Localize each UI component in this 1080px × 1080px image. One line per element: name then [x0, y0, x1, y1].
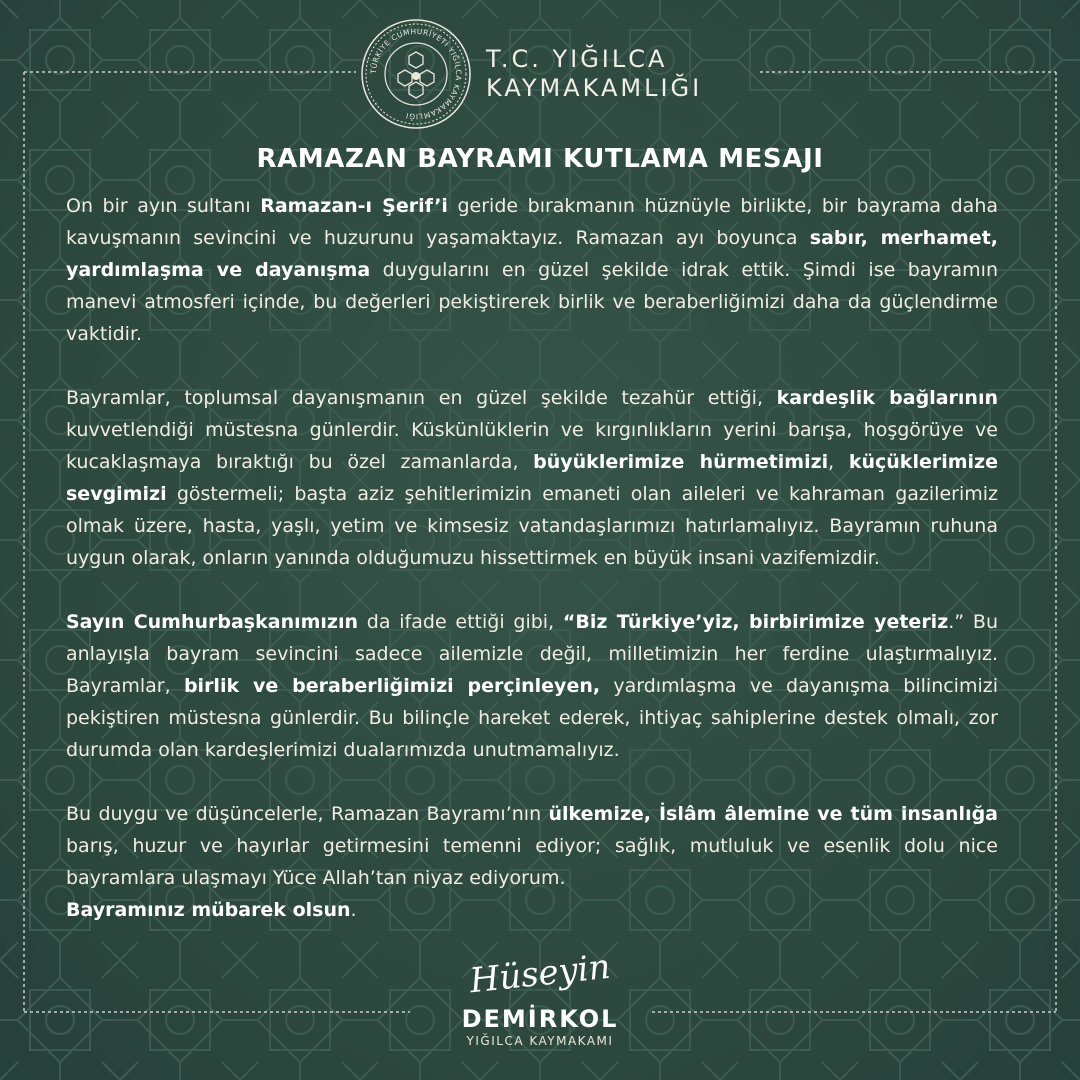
emphasized-text: küçüklerimize sevgimizi: [66, 451, 998, 505]
emphasized-text: Ramazan-ı Şerif’i: [260, 195, 448, 217]
emphasized-text: ülkemize, İslâm âlemine ve tüm insanlığa: [548, 803, 998, 825]
text-run: .: [350, 899, 357, 921]
emphasized-text: Sayın Cumhurbaşkanımızın: [66, 611, 359, 633]
signatory-surname: DEMİRKOL: [461, 1005, 619, 1033]
text-run: Bayramlar, toplumsal dayanışmanın en güzel şekilde tezahür ettiği,: [66, 387, 777, 409]
message-body: [66, 190, 998, 926]
district-governorship-seal-icon: [360, 18, 472, 130]
message-paragraph: [66, 190, 998, 350]
message-title: RAMAZAN BAYRAMI KUTLAMA MESAJI: [256, 144, 824, 174]
emphasized-text: Bayramınız mübarek olsun: [66, 899, 351, 921]
text-run: barış, huzur ve hayırlar getirmesini temenni ediyor; sağlık, mutluluk ve esenlik dolu nice bayramlara ulaşmayı Yüce Allah’tan niyaz ediyorum.: [66, 835, 998, 889]
emphasized-text: sabır, merhamet, yardımlaşma ve dayanışma: [66, 227, 998, 281]
emphasized-text: büyüklerimize hürmetimizi: [533, 451, 829, 473]
text-run: kuvvetlendiği müstesna günlerdir. Küskünlüklerin ve kırgınlıkların yerini barışa, hoşgörüye ve kucaklaşmaya bıraktığı bu özel zamanlarda,: [66, 419, 998, 473]
text-run: .” Bu anlayışla bayram sevincini sadece ailemizle değil, milletimizin her ferdine ulaştırmalıyız. Bayramlar,: [66, 611, 998, 697]
text-run: yardımlaşma ve dayanışma bilincimizi pekiştiren müstesna günlerdir. Bu bilinçle hareket ederek, ihtiyaç sahiplerine destek olmalı, zor durumda olan kardeşlerimizi dualarımızda unutmamalıyız.: [66, 675, 998, 761]
organization-name: [486, 45, 702, 103]
text-run: duygularını en güzel şekilde idrak ettik. Şimdi ise bayramın manevi atmosferi içinde, bu değerleri pekiştirerek birlik ve beraberliğimizi daha da güçlendirme vaktidir.: [66, 259, 999, 345]
text-run: On bir ayın sultanı: [66, 195, 261, 217]
message-paragraph: [66, 606, 998, 766]
text-run: da ifade ettiği gibi,: [358, 611, 563, 633]
signature-block: [420, 946, 660, 1048]
emphasized-text: “Biz Türkiye’yiz, birbirimize yeteriz: [562, 611, 949, 633]
org-name-line1: T.C. YIĞILCA: [486, 45, 668, 73]
handwritten-signature: Hüseyin: [467, 946, 613, 1002]
text-run: göstermeli; başta aziz şehitlerimizin emaneti olan aileleri ve kahraman gazilerimiz olmak üzere, hasta, yaşlı, yetim ve kimsesiz vatandaşlarımızı hatırlamalıyız. Bayramın ruhuna uygun olarak, onların yanında olduğumuzu hissettirmek en büyük insani vazifemizdir.: [66, 483, 998, 569]
org-name-line2: KAYMAKAMLIĞI: [486, 74, 703, 102]
message-paragraph: [66, 798, 998, 926]
emphasized-text: birlik ve beraberliğimizi perçinleyen,: [183, 675, 601, 697]
signatory-role: YIĞILCA KAYMAKAMI: [466, 1034, 614, 1048]
emphasized-text: kardeşlik bağlarının: [776, 387, 998, 409]
text-run: ,: [828, 451, 849, 473]
text-run: geride bırakmanın hüznüyle birlikte, bir bayrama daha kavuşmanın sevincini ve huzurunu yaşamaktayız. Ramazan ayı boyunca: [66, 195, 999, 249]
header: [360, 16, 760, 132]
message-paragraph: [66, 382, 998, 574]
text-run: Bu duygu ve düşüncelerle, Ramazan Bayramı’nın: [66, 803, 549, 825]
seal-text: TÜRKİYE CUMHURİYETİ YIĞILCA KAYMAKAMLIĞI: [368, 26, 464, 122]
